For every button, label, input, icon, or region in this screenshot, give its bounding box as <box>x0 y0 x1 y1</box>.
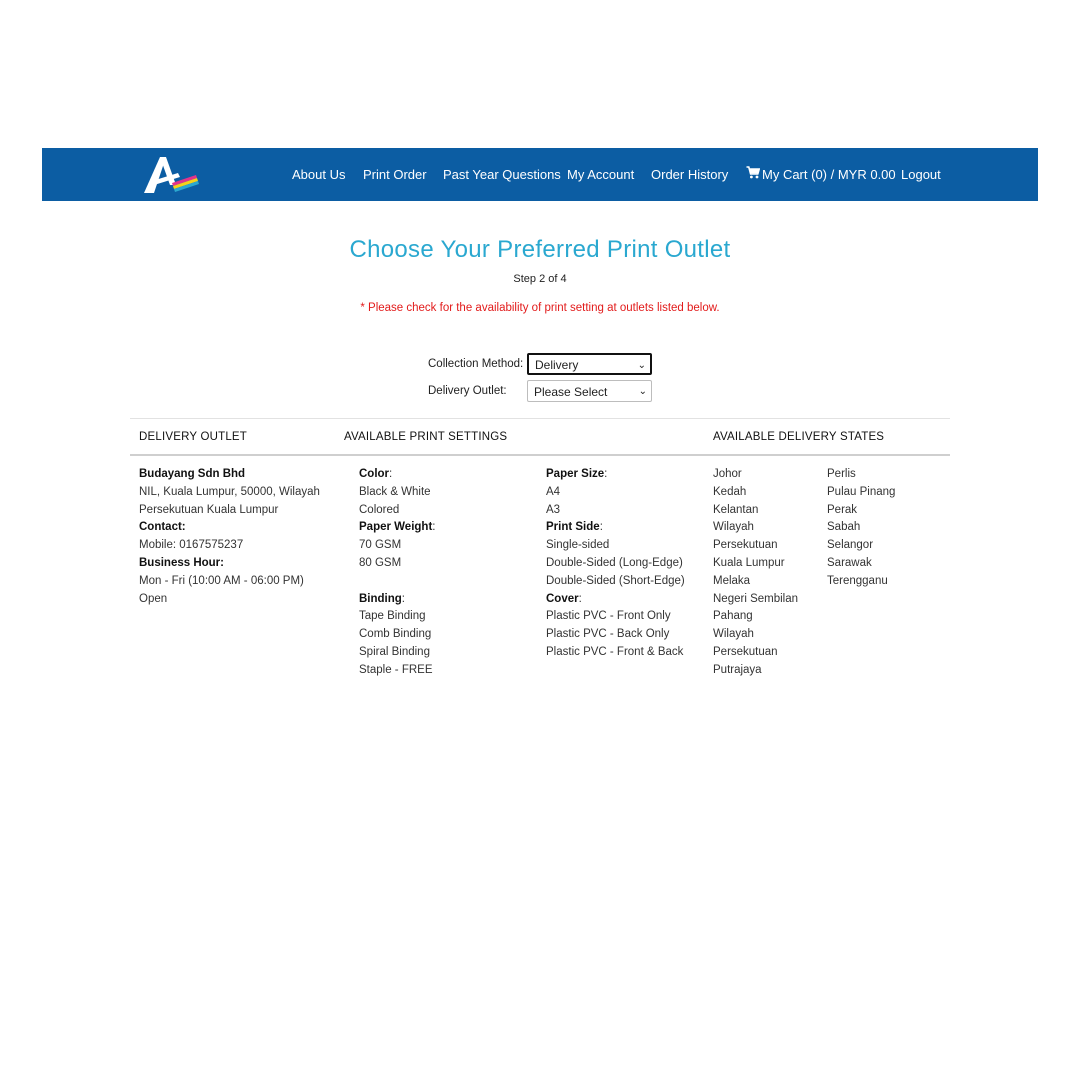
state-item: Kedah <box>713 485 747 498</box>
state-item: Perak <box>827 503 858 516</box>
setting-option: Colored <box>359 503 400 516</box>
nav-my-cart[interactable] <box>746 148 896 201</box>
state-item: Wilayah <box>713 521 754 534</box>
availability-warning: * Please check for the availability of print setting at outlets listed below. <box>360 302 720 314</box>
step-indicator: Step 2 of 4 <box>513 273 567 285</box>
chevron-down-icon: ⌄ <box>637 360 646 371</box>
outlet-mobile: Mobile: 0167575237 <box>139 539 244 552</box>
outlet-name: Budayang Sdn Bhd <box>139 468 246 480</box>
business-hour-label: Business Hour: <box>139 556 224 569</box>
binding-label: Binding <box>359 592 402 605</box>
delivery-outlet-label: Delivery Outlet: <box>428 385 507 397</box>
delivery-outlet-value: Please Select <box>534 385 608 399</box>
nav-about-us[interactable]: About Us <box>292 167 346 182</box>
nav-past-year-questions[interactable]: Past Year Questions <box>443 167 561 182</box>
state-item: Persekutuan <box>713 645 778 658</box>
logo-icon <box>142 155 202 195</box>
setting-option: A4 <box>546 485 561 498</box>
state-item: Kuala Lumpur <box>713 556 785 569</box>
print-settings-left: Color: Black & White Colored Paper Weight: 70 GSM 80 GSM Binding: Tape Binding Comb Binding Spiral Binding Staple - FREE <box>359 466 435 680</box>
state-item: Negeri Sembilan <box>713 592 799 605</box>
cart-label: My Cart (0) / MYR 0.00 <box>762 167 896 182</box>
setting-option: Comb Binding <box>359 628 432 641</box>
state-item: Melaka <box>713 574 751 587</box>
collection-method-value: Delivery <box>535 358 579 372</box>
page-title: Choose Your Preferred Print Outlet <box>349 236 731 263</box>
outlet-details <box>139 466 320 608</box>
delivery-states-col1 <box>713 466 798 680</box>
print-settings-right: Paper Size: A4 A3 Print Side: Single-sided Double-Sided (Long-Edge) Double-Sided (Short-Edge) Cover: Plastic PVC - Front Only Plastic PVC - Back Only Plastic PVC - Front & Back <box>546 466 685 662</box>
cart-icon <box>746 148 760 201</box>
delivery-outlet-select[interactable] <box>527 380 652 402</box>
setting-option: Single-sided <box>546 539 610 552</box>
paper-weight-label: Paper Weight <box>359 521 433 534</box>
delivery-states-col2 <box>827 466 895 591</box>
setting-option: A3 <box>546 503 561 516</box>
setting-option: Double-Sided (Short-Edge) <box>546 574 685 587</box>
setting-option: 70 GSM <box>359 539 402 552</box>
chevron-down-icon: ⌄ <box>638 386 647 397</box>
setting-option: Tape Binding <box>359 610 426 623</box>
state-item: Pahang <box>713 610 753 623</box>
state-item: Persekutuan <box>713 539 778 552</box>
color-label: Color <box>359 468 390 480</box>
setting-option: Black & White <box>359 485 431 498</box>
state-item: Perlis <box>827 468 856 480</box>
setting-option: Plastic PVC - Back Only <box>546 628 670 641</box>
outlet-address: Persekutuan Kuala Lumpur <box>139 503 279 516</box>
header-delivery-states: AVAILABLE DELIVERY STATES <box>713 431 885 443</box>
brand-logo[interactable] <box>142 155 202 195</box>
table-top-divider <box>130 418 950 419</box>
setting-option: Staple - FREE <box>359 663 433 676</box>
table-header-divider <box>130 454 950 456</box>
paper-size-label: Paper Size <box>546 468 605 480</box>
setting-option: Double-Sided (Long-Edge) <box>546 556 683 569</box>
state-item: Terengganu <box>827 574 888 587</box>
setting-option: 80 GSM <box>359 556 402 569</box>
collection-method-label: Collection Method: <box>428 358 524 370</box>
business-hours: Mon - Fri (10:00 AM - 06:00 PM) <box>139 574 304 587</box>
state-item: Sarawak <box>827 556 872 569</box>
nav-logout[interactable]: Logout <box>901 167 941 182</box>
nav-print-order[interactable]: Print Order <box>363 167 427 182</box>
contact-label: Contact: <box>139 521 186 534</box>
state-item: Sabah <box>827 521 861 534</box>
state-item: Pulau Pinang <box>827 485 896 498</box>
collection-method-select[interactable] <box>527 353 652 375</box>
state-item: Johor <box>713 468 742 480</box>
cover-label: Cover <box>546 592 579 605</box>
navbar <box>42 148 1038 201</box>
setting-option: Plastic PVC - Front Only <box>546 610 671 623</box>
state-item: Wilayah <box>713 628 754 641</box>
outlet-status: Open <box>139 592 168 605</box>
header-print-settings: AVAILABLE PRINT SETTINGS <box>344 431 508 443</box>
outlet-address: NIL, Kuala Lumpur, 50000, Wilayah <box>139 485 320 498</box>
state-item: Putrajaya <box>713 663 762 676</box>
setting-option: Spiral Binding <box>359 645 430 658</box>
nav-order-history[interactable]: Order History <box>651 167 729 182</box>
setting-option: Plastic PVC - Front & Back <box>546 645 684 658</box>
state-item: Kelantan <box>713 503 759 516</box>
header-delivery-outlet: DELIVERY OUTLET <box>139 431 248 443</box>
print-side-label: Print Side <box>546 521 600 534</box>
nav-my-account[interactable]: My Account <box>567 167 635 182</box>
state-item: Selangor <box>827 539 874 552</box>
